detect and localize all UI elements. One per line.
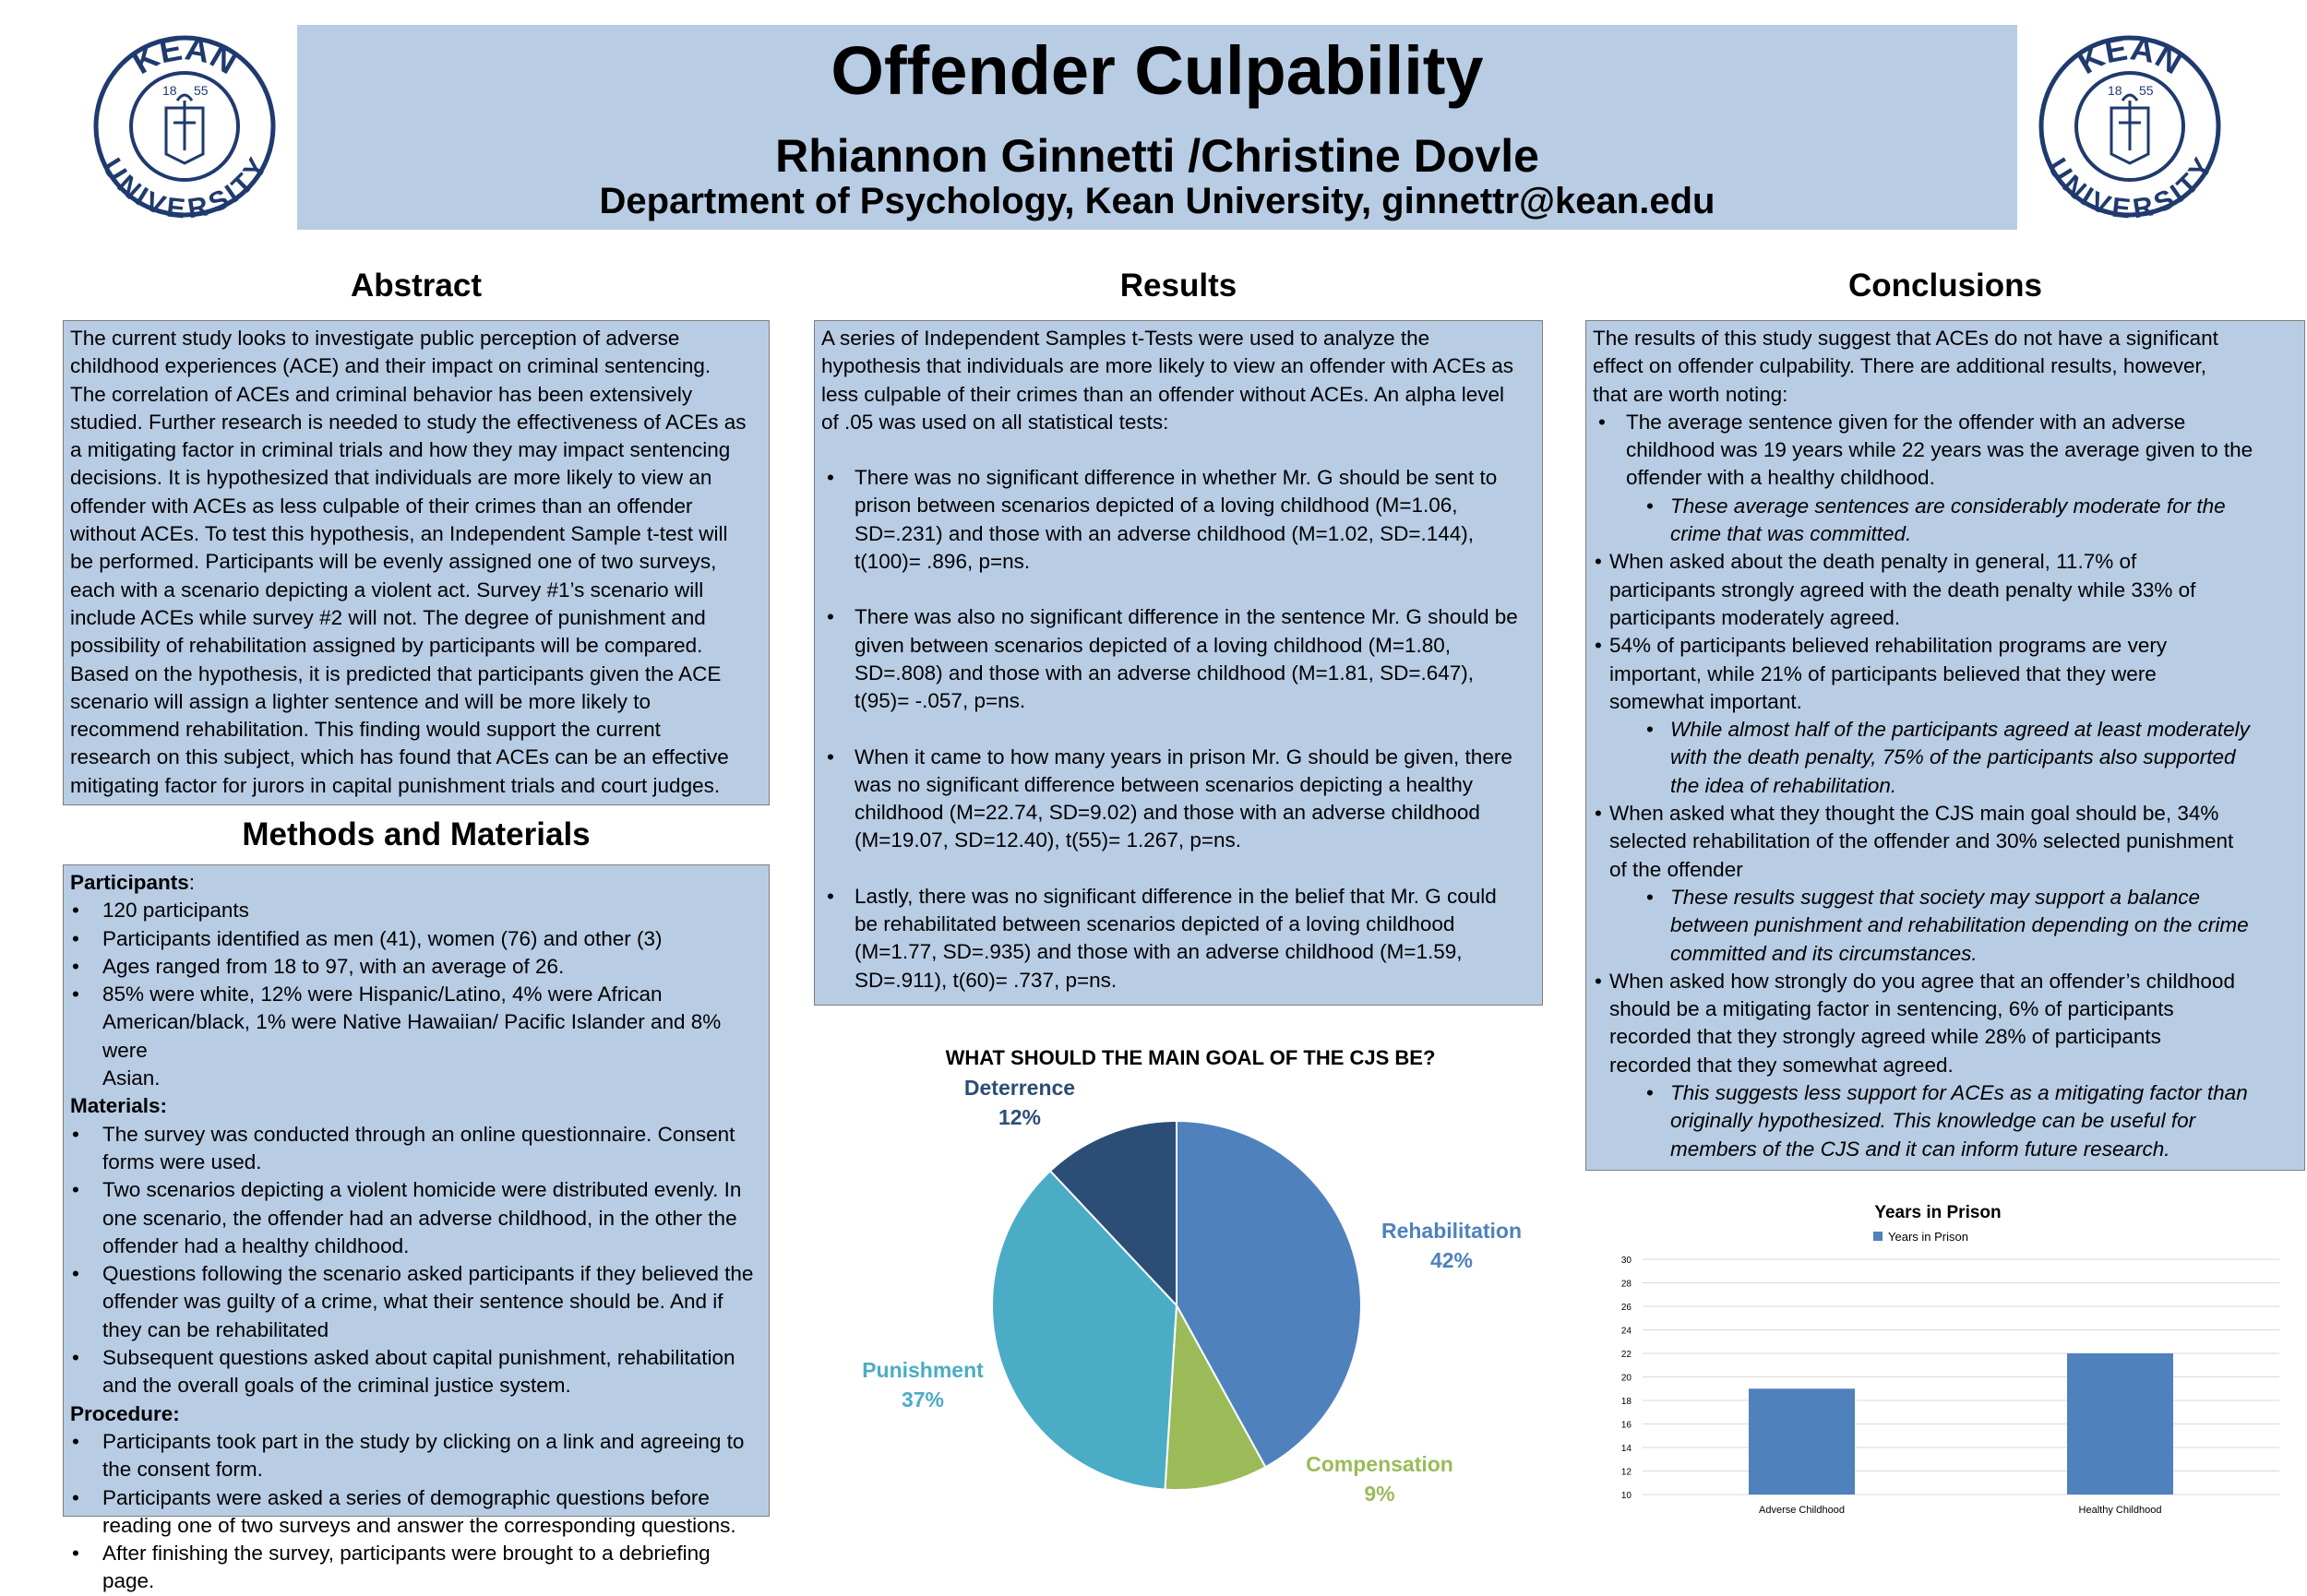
bar-y-tick-label: 16	[1620, 1420, 1632, 1431]
conclusions-line: originally hypothesized. This knowledge can be useful for	[1670, 1109, 2196, 1133]
results-item-line: be rehabilitated between scenarios depicted of a loving childhood	[855, 912, 1455, 936]
bar-ticks	[1621, 1256, 1632, 1501]
results-item-line: t(100)= .896, p=ns.	[855, 550, 1031, 574]
poster-affiliation: Department of Psychology, Kean University, ginnettr@kean.edu	[599, 181, 1715, 221]
materials-item	[70, 1176, 762, 1260]
abstract-line: studied. Further research is needed to study the effectiveness of ACEs as	[70, 410, 747, 434]
materials-item-line: • Questions following the scenario asked participants if they believed the	[102, 1262, 754, 1286]
conclusions-item	[1593, 800, 2298, 884]
results-item-line: given between scenarios depicted of a loving childhood (M=1.80,	[855, 633, 1452, 657]
results-item-line: (M=1.77, SD=.935) and those with an adverse childhood (M=1.59,	[855, 940, 1463, 964]
pie-label-punishment: Punishment 37%	[862, 1358, 984, 1411]
materials-item-line: • The survey was conducted through an online questionnaire. Consent	[102, 1122, 735, 1146]
procedure-item	[70, 1540, 762, 1596]
materials-item-line: one scenario, the offender had an adverse childhood, in the other the	[102, 1206, 737, 1230]
materials-item-line: • Subsequent questions asked about capital punishment, rehabilitation	[102, 1346, 735, 1370]
conclusions-line: • When asked how strongly do you agree that an offender’s childhood	[1609, 969, 2235, 993]
bar-grid	[1643, 1259, 2279, 1495]
bar-y-tick-label: 20	[1620, 1373, 1632, 1384]
procedure-item	[70, 1484, 762, 1541]
conclusions-item	[1593, 548, 2298, 632]
participants-item	[70, 897, 762, 924]
pie-chart-title: WHAT SHOULD THE MAIN GOAL OF THE CJS BE?	[945, 1046, 1436, 1069]
conclusions-line: recorded that they somewhat agreed.	[1609, 1053, 1954, 1077]
conclusions-line: • These results suggest that society may support a balance	[1670, 885, 2201, 909]
materials-item-line: forms were used.	[102, 1149, 262, 1173]
results-item-line: t(95)= -.057, p=ns.	[855, 689, 1026, 713]
results-item-line: SD=.808) and those with an adverse childhood (M=1.81, SD=.647),	[855, 661, 1475, 685]
results-item-line: • There was no significant difference in whether Mr. G should be sent to	[855, 466, 1498, 490]
bar-healthy-childhood	[2067, 1353, 2173, 1495]
participants-list	[70, 897, 762, 1092]
bar-adverse-childhood	[1749, 1388, 1855, 1495]
conclusions-line: committed and its circumstances.	[1670, 941, 1978, 965]
procedure-item-line: • Participants were asked a series of demographic questions before	[102, 1485, 710, 1509]
results-heading: Results	[1119, 268, 1237, 304]
materials-label: Materials:	[70, 1094, 168, 1118]
bar-category-label: Healthy Childhood	[2078, 1505, 2162, 1516]
abstract-line: mitigating factor for jurors in capital punishment trials and court judges.	[70, 773, 721, 797]
participants-item	[70, 953, 762, 981]
abstract-line: decisions. It is hypothesized that individuals are more likely to view an	[70, 466, 712, 490]
conclusions-line: offender with a healthy childhood.	[1626, 466, 1935, 490]
pie-label-rehabilitation: Rehabilitation 42%	[1381, 1219, 1523, 1272]
conclusions-subitem	[1593, 884, 2298, 968]
logo-bottom-text: UNIVERSITY	[96, 153, 273, 219]
participants-item	[70, 981, 762, 1092]
conclusions-line: of the offender	[1609, 857, 1743, 881]
abstract-line: a mitigating factor in criminal trials and how they may impact sentencing	[70, 438, 731, 462]
participants-item-line: • 85% were white, 12% were Hispanic/Latino, 4% were African	[102, 983, 663, 1006]
poster-title: Offender Culpability	[831, 32, 1484, 109]
conclusions-line: participants strongly agreed with the death penalty while 33% of	[1609, 578, 2196, 601]
poster-authors: Rhiannon Ginnetti /Christine Dovle	[775, 130, 1539, 182]
abstract-line: each with a scenario depicting a violent act. Survey #1’s scenario will	[70, 578, 704, 601]
procedure-item-line: the consent form.	[102, 1458, 263, 1482]
results-item-line: (M=19.07, SD=12.40), t(55)= 1.267, p=ns.	[855, 828, 1242, 852]
conclusions-line: • The average sentence given for the offender with an adverse	[1626, 410, 2186, 434]
results-item	[821, 603, 1536, 715]
bar-y-tick-label: 28	[1620, 1279, 1632, 1290]
abstract-line: The current study looks to investigate public perception of adverse	[70, 327, 680, 350]
conclusions-line: between punishment and rehabilitation depending on the crime	[1670, 913, 2249, 937]
results-intro-line: hypothesis that individuals are more likely to view an offender with ACEs as	[821, 354, 1513, 378]
materials-item	[70, 1344, 762, 1400]
logo-bottom-text: UNIVERSITY	[2041, 153, 2218, 219]
conclusions-line: crime that was committed.	[1670, 522, 1912, 546]
conclusions-intro-line: effect on offender culpability. There are additional results, however,	[1593, 354, 2206, 378]
abstract-line: offender with ACEs as less culpable of their crimes than an offender	[70, 494, 693, 518]
results-item	[821, 883, 1536, 995]
pie-label-compensation: Compensation 9%	[1306, 1452, 1453, 1506]
results-item-line: • When it came to how many years in prison Mr. G should be given, there	[855, 744, 1512, 768]
materials-item-line: offender was guilty of a crime, what their sentence should be. And if	[102, 1290, 723, 1314]
conclusions-intro	[1593, 325, 2298, 409]
results-list	[821, 464, 1536, 995]
abstract-line: Based on the hypothesis, it is predicted that participants given the ACE	[70, 661, 722, 685]
results-intro-line: of .05 was used on all statistical tests:	[821, 410, 1169, 434]
conclusions-line: • While almost half of the participants agreed at least moderately	[1670, 718, 2250, 742]
materials-item	[70, 1121, 762, 1177]
pie-label-deterrence: Deterrence 12%	[963, 1076, 1076, 1129]
conclusions-line: the idea of rehabilitation.	[1670, 773, 1897, 797]
conclusions-line: childhood was 19 years while 22 years was the average given to the	[1626, 438, 2253, 462]
conclusions-subitem	[1593, 1079, 2298, 1163]
results-item-line: SD=.911), t(60)= .737, p=ns.	[855, 968, 1118, 992]
bar-categories	[1759, 1505, 2161, 1516]
abstract-text	[70, 325, 762, 800]
logo-year-right: 55	[2139, 83, 2154, 98]
materials-item-line: they can be rehabilitated	[102, 1317, 329, 1341]
bar-y-tick-label: 22	[1620, 1350, 1632, 1360]
procedure-item	[70, 1428, 762, 1484]
conclusions-line: members of the CJS and it can inform future research.	[1670, 1137, 2170, 1161]
abstract-line: The correlation of ACEs and criminal behavior has been extensively	[70, 382, 693, 406]
conclusions-line: with the death penalty, 75% of the participants also supported	[1670, 745, 2236, 769]
bar-y-tick-label: 10	[1620, 1491, 1632, 1501]
logo-top-text: KEAN	[125, 34, 245, 82]
conclusions-subitem	[1593, 493, 2298, 549]
abstract-box	[63, 320, 770, 805]
results-intro	[821, 325, 1536, 436]
results-item-line: childhood (M=22.74, SD=9.02) and those with an adverse childhood	[855, 801, 1480, 825]
logo-year-right: 55	[194, 83, 209, 98]
conclusions-line: somewhat important.	[1609, 689, 1802, 713]
participants-item-line: • Participants identified as men (41), women (76) and other (3)	[102, 926, 663, 950]
participants-item-line: American/black, 1% were Native Hawaiian/ Pacific Islander and 8% were	[102, 1010, 722, 1062]
abstract-line: childhood experiences (ACE) and their impact on criminal sentencing.	[70, 354, 711, 378]
abstract-line: possibility of rehabilitation assigned by participants will be compared.	[70, 634, 703, 658]
methods-heading: Methods and Materials	[242, 816, 591, 852]
materials-item-line: • Two scenarios depicting a violent homicide were distributed evenly. In	[102, 1178, 742, 1202]
bar-chart-title: Years in Prison	[1874, 1203, 2002, 1222]
conclusions-intro-line: that are worth noting:	[1593, 382, 1788, 406]
procedure-item-line: reading one of two surveys and answer the corresponding questions.	[102, 1513, 736, 1537]
abstract-line: without ACEs. To test this hypothesis, an Independent Sample t-test will	[70, 522, 728, 546]
abstract-line: be performed. Participants will be evenly assigned one of two surveys,	[70, 550, 717, 574]
participants-item	[70, 925, 762, 953]
results-item-line: SD=.231) and those with an adverse childhood (M=1.02, SD=.144),	[855, 521, 1475, 545]
conclusions-line: recorded that they strongly agreed while 28% of participants	[1609, 1025, 2161, 1049]
participants-item-line: Asian.	[102, 1066, 161, 1090]
conclusions-subitem	[1593, 716, 2298, 800]
conclusions-line: • 54% of participants believed rehabilitation programs are very	[1609, 634, 2168, 658]
logo-top-text: KEAN	[2070, 34, 2190, 82]
procedure-item-line: • After finishing the survey, participants were brought to a debriefing page.	[102, 1542, 711, 1593]
conclusions-list	[1593, 409, 2298, 1163]
abstract-heading: Abstract	[351, 268, 482, 304]
conclusions-line: • When asked about the death penalty in general, 11.7% of	[1609, 550, 2137, 574]
kean-university-logo-right	[2038, 34, 2222, 219]
bar-chart	[1569, 1190, 2289, 1522]
conclusions-line: participants moderately agreed.	[1609, 605, 1901, 629]
abstract-line: research on this subject, which has found that ACEs can be an effective	[70, 745, 729, 769]
logo-year-left: 18	[162, 83, 177, 98]
bar-y-tick-label: 18	[1620, 1397, 1632, 1407]
bar-y-tick-label: 30	[1620, 1256, 1632, 1266]
conclusions-item	[1593, 632, 2298, 716]
logo-year-left: 18	[2108, 83, 2122, 98]
materials-item	[70, 1260, 762, 1344]
bar-y-tick-label: 12	[1620, 1467, 1632, 1478]
abstract-line: scenario will assign a lighter sentence and will be more likely to	[70, 689, 651, 713]
conclusions-item	[1593, 409, 2298, 493]
methods-box	[63, 864, 770, 1593]
results-intro-line: A series of Independent Samples t-Tests were used to analyze the	[821, 327, 1430, 350]
abstract-line: recommend rehabilitation. This finding would support the current	[70, 718, 661, 742]
bar-legend-label: Years in Prison	[1888, 1230, 1968, 1244]
bar-y-tick-label: 24	[1620, 1326, 1632, 1337]
participants-item-line: • 120 participants	[102, 899, 249, 923]
results-item	[821, 464, 1536, 576]
procedure-item-line: • Participants took part in the study by clicking on a link and agreeing to	[102, 1429, 745, 1453]
materials-list	[70, 1121, 762, 1400]
pie-chart	[978, 1107, 1375, 1504]
results-item	[821, 744, 1536, 855]
materials-item-line: and the overall goals of the criminal justice system.	[102, 1374, 571, 1398]
conclusions-box	[1585, 320, 2305, 1171]
conclusions-heading: Conclusions	[1847, 268, 2043, 304]
results-item-line: prison between scenarios depicted of a loving childhood (M=1.06,	[855, 494, 1458, 518]
conclusions-item	[1593, 968, 2298, 1079]
results-intro-line: less culpable of their crimes than an offender without ACEs. An alpha level	[821, 382, 1505, 406]
conclusions-line: • When asked what they thought the CJS main goal should be, 34%	[1609, 802, 2219, 826]
materials-item-line: offender had a healthy childhood.	[102, 1233, 410, 1257]
abstract-line: include ACEs while survey #2 will not. The degree of punishment and	[70, 605, 706, 629]
procedure-list	[70, 1428, 762, 1596]
results-item-line: was no significant difference between scenarios depicting a healthy	[855, 772, 1474, 796]
participants-item-line: • Ages ranged from 18 to 97, with an average of 26.	[102, 954, 565, 978]
conclusions-line: • This suggests less support for ACEs as a mitigating factor than	[1670, 1081, 2248, 1105]
conclusions-line: • These average sentences are considerably moderate for the	[1670, 494, 2226, 518]
bar-y-tick-label: 26	[1620, 1303, 1632, 1313]
conclusions-line: selected rehabilitation of the offender and 30% selected punishment	[1609, 829, 2234, 853]
results-item-line: • There was also no significant difference in the sentence Mr. G should be	[855, 605, 1518, 629]
bar-legend-swatch	[1873, 1232, 1883, 1241]
procedure-label: Procedure:	[70, 1401, 180, 1425]
results-box	[814, 320, 1543, 1006]
participants-label: Participants:	[70, 871, 196, 894]
conclusions-line: important, while 21% of participants believed that they were	[1609, 661, 2157, 685]
conclusions-line: should be a mitigating factor in sentencing, 6% of participants	[1609, 997, 2174, 1021]
kean-university-logo-left	[92, 34, 277, 219]
bar-y-tick-label: 14	[1620, 1444, 1632, 1454]
conclusions-intro-line: The results of this study suggest that ACEs do not have a significant	[1593, 327, 2218, 350]
bar-category-label: Adverse Childhood	[1759, 1505, 1845, 1516]
results-item-line: • Lastly, there was no significant difference in the belief that Mr. G could	[855, 884, 1497, 908]
